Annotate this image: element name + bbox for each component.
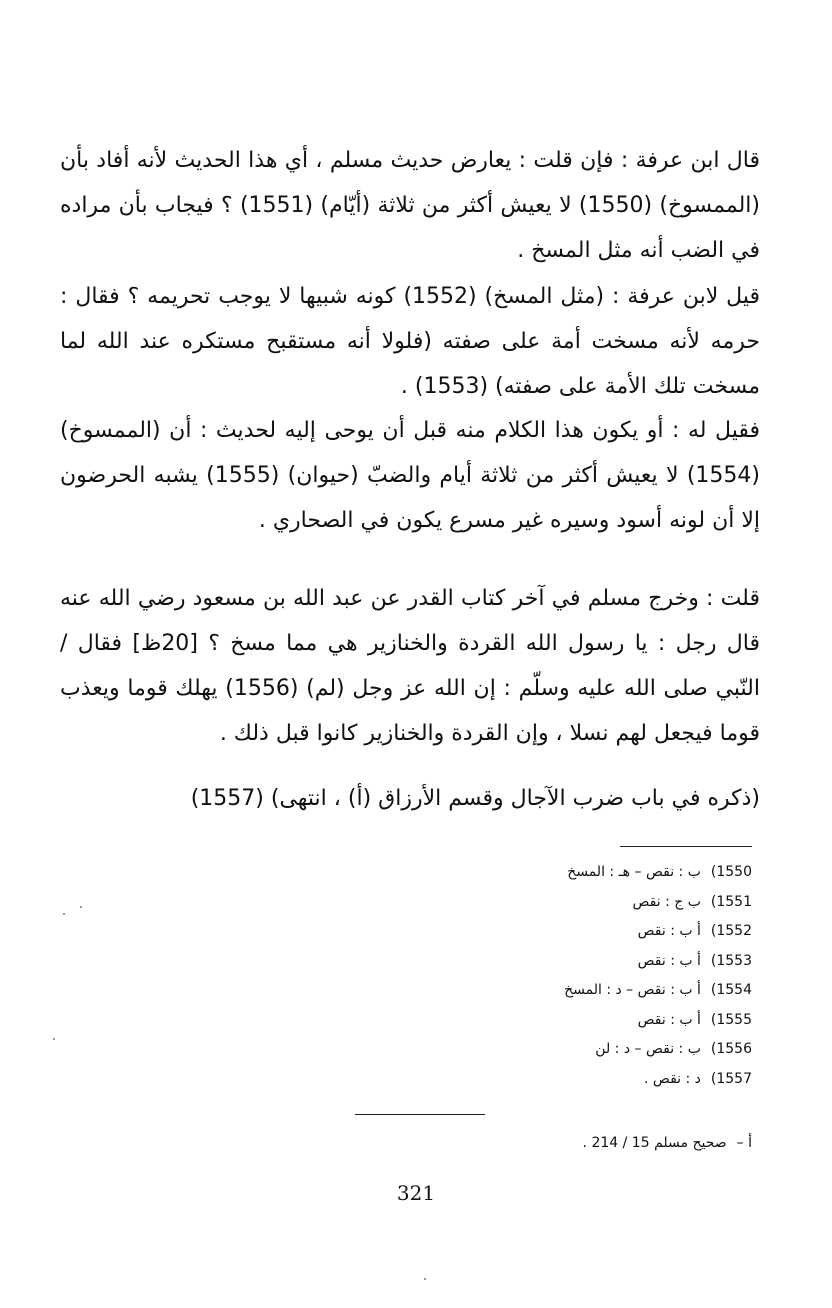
footnote-number: (1550 bbox=[710, 864, 752, 880]
footnote-number: (1557 bbox=[710, 1070, 752, 1087]
endnote-text: صحيح مسلم 15 / 214 . bbox=[582, 1135, 727, 1151]
footnote-number: (1552 bbox=[710, 923, 752, 939]
footnote-item bbox=[300, 976, 752, 1006]
footnote-item bbox=[300, 1035, 752, 1065]
footnote-number: (1553 bbox=[710, 952, 752, 969]
paragraph-2: قيل لابن عرفة : (مثل المسخ) (1552) كونه شبيها لا يوجب تحريمه ؟ فقال : حرمه لأنه مسخت أمة على صفته (فلولا أنه مستقبح مستكره عند الله لما مسخت تلك الأمة على صفته) (1553) . bbox=[60, 284, 760, 399]
endnote bbox=[300, 1128, 752, 1158]
footnote-separator bbox=[620, 846, 752, 847]
paragraph-5: (ذكره في باب ضرب الآجال وقسم الأرزاق (أ) ، انتهى) (1557) bbox=[190, 786, 760, 811]
footnote-number: (1556 bbox=[710, 1041, 752, 1057]
paragraph-1: قال ابن عرفة : فإن قلت : يعارض حديث مسلم ، أي هذا الحديث لأنه أفاد بأن (الممسوخ) (1550) لا يعيش أكثر من ثلاثة (أيّام) (1551) ؟ فيجاب بأن مراده في الضب أنه مثل المسخ . bbox=[60, 148, 761, 263]
scan-speck bbox=[63, 913, 65, 915]
footnote-number: (1554 bbox=[710, 982, 752, 998]
scan-speck bbox=[424, 1278, 426, 1280]
footnote-item bbox=[300, 917, 752, 947]
footnote-text: ب : نقص – هـ : المسخ bbox=[567, 864, 701, 880]
footnote-text: أ ب : نقص bbox=[637, 952, 701, 969]
footnote-text: ب ج : نقص bbox=[632, 893, 701, 910]
scan-speck bbox=[80, 906, 82, 908]
footnote-item bbox=[300, 858, 752, 888]
paragraph-3: فقيل له : أو يكون هذا الكلام منه قبل أن يوحى إليه لحديث : أن (الممسوخ) (1554) لا يعيش أكثر من ثلاثة أيام والضبّ (حيوان) (1555) يشبه الحرضون إلا أن لونه أسود وسيره غير مسرع يكون في الصحاري . bbox=[60, 418, 760, 533]
footnote-item bbox=[300, 1006, 752, 1036]
footnote-number: (1555 bbox=[710, 1011, 752, 1028]
footnote-text: أ ب : نقص – د : المسخ bbox=[564, 982, 701, 998]
footnote-text: د : نقص . bbox=[644, 1070, 701, 1087]
footnote-text: أ ب : نقص bbox=[637, 1011, 701, 1028]
footnote-text: ب : نقص – د : لن bbox=[595, 1041, 701, 1057]
footnote-number: (1551 bbox=[710, 893, 752, 910]
paragraph-4: قلت : وخرج مسلم في آخر كتاب القدر عن عبد الله بن مسعود رضي الله عنه قال رجل : يا رسول الله القردة والخنازير هي مما مسخ ؟ [20ظ] فقال / النّبي صلى الله عليه وسلّم : إن الله عز وجل (لم) (1556) يهلك قوما ويعذب قوما فيجعل لهم نسلا ، وإن القردة والخنازير كانوا قبل ذلك . bbox=[60, 586, 761, 746]
endnote-separator bbox=[355, 1114, 485, 1115]
footnote-item bbox=[300, 888, 752, 918]
endnote-marker: أ – bbox=[736, 1135, 752, 1151]
footnote-item bbox=[300, 947, 752, 977]
footnote-list bbox=[300, 858, 752, 1094]
page-number: 321 bbox=[396, 1181, 436, 1205]
footnote-item bbox=[300, 1065, 752, 1095]
footnote-text: أ ب : نقص bbox=[637, 923, 701, 939]
scan-speck bbox=[53, 1038, 55, 1040]
